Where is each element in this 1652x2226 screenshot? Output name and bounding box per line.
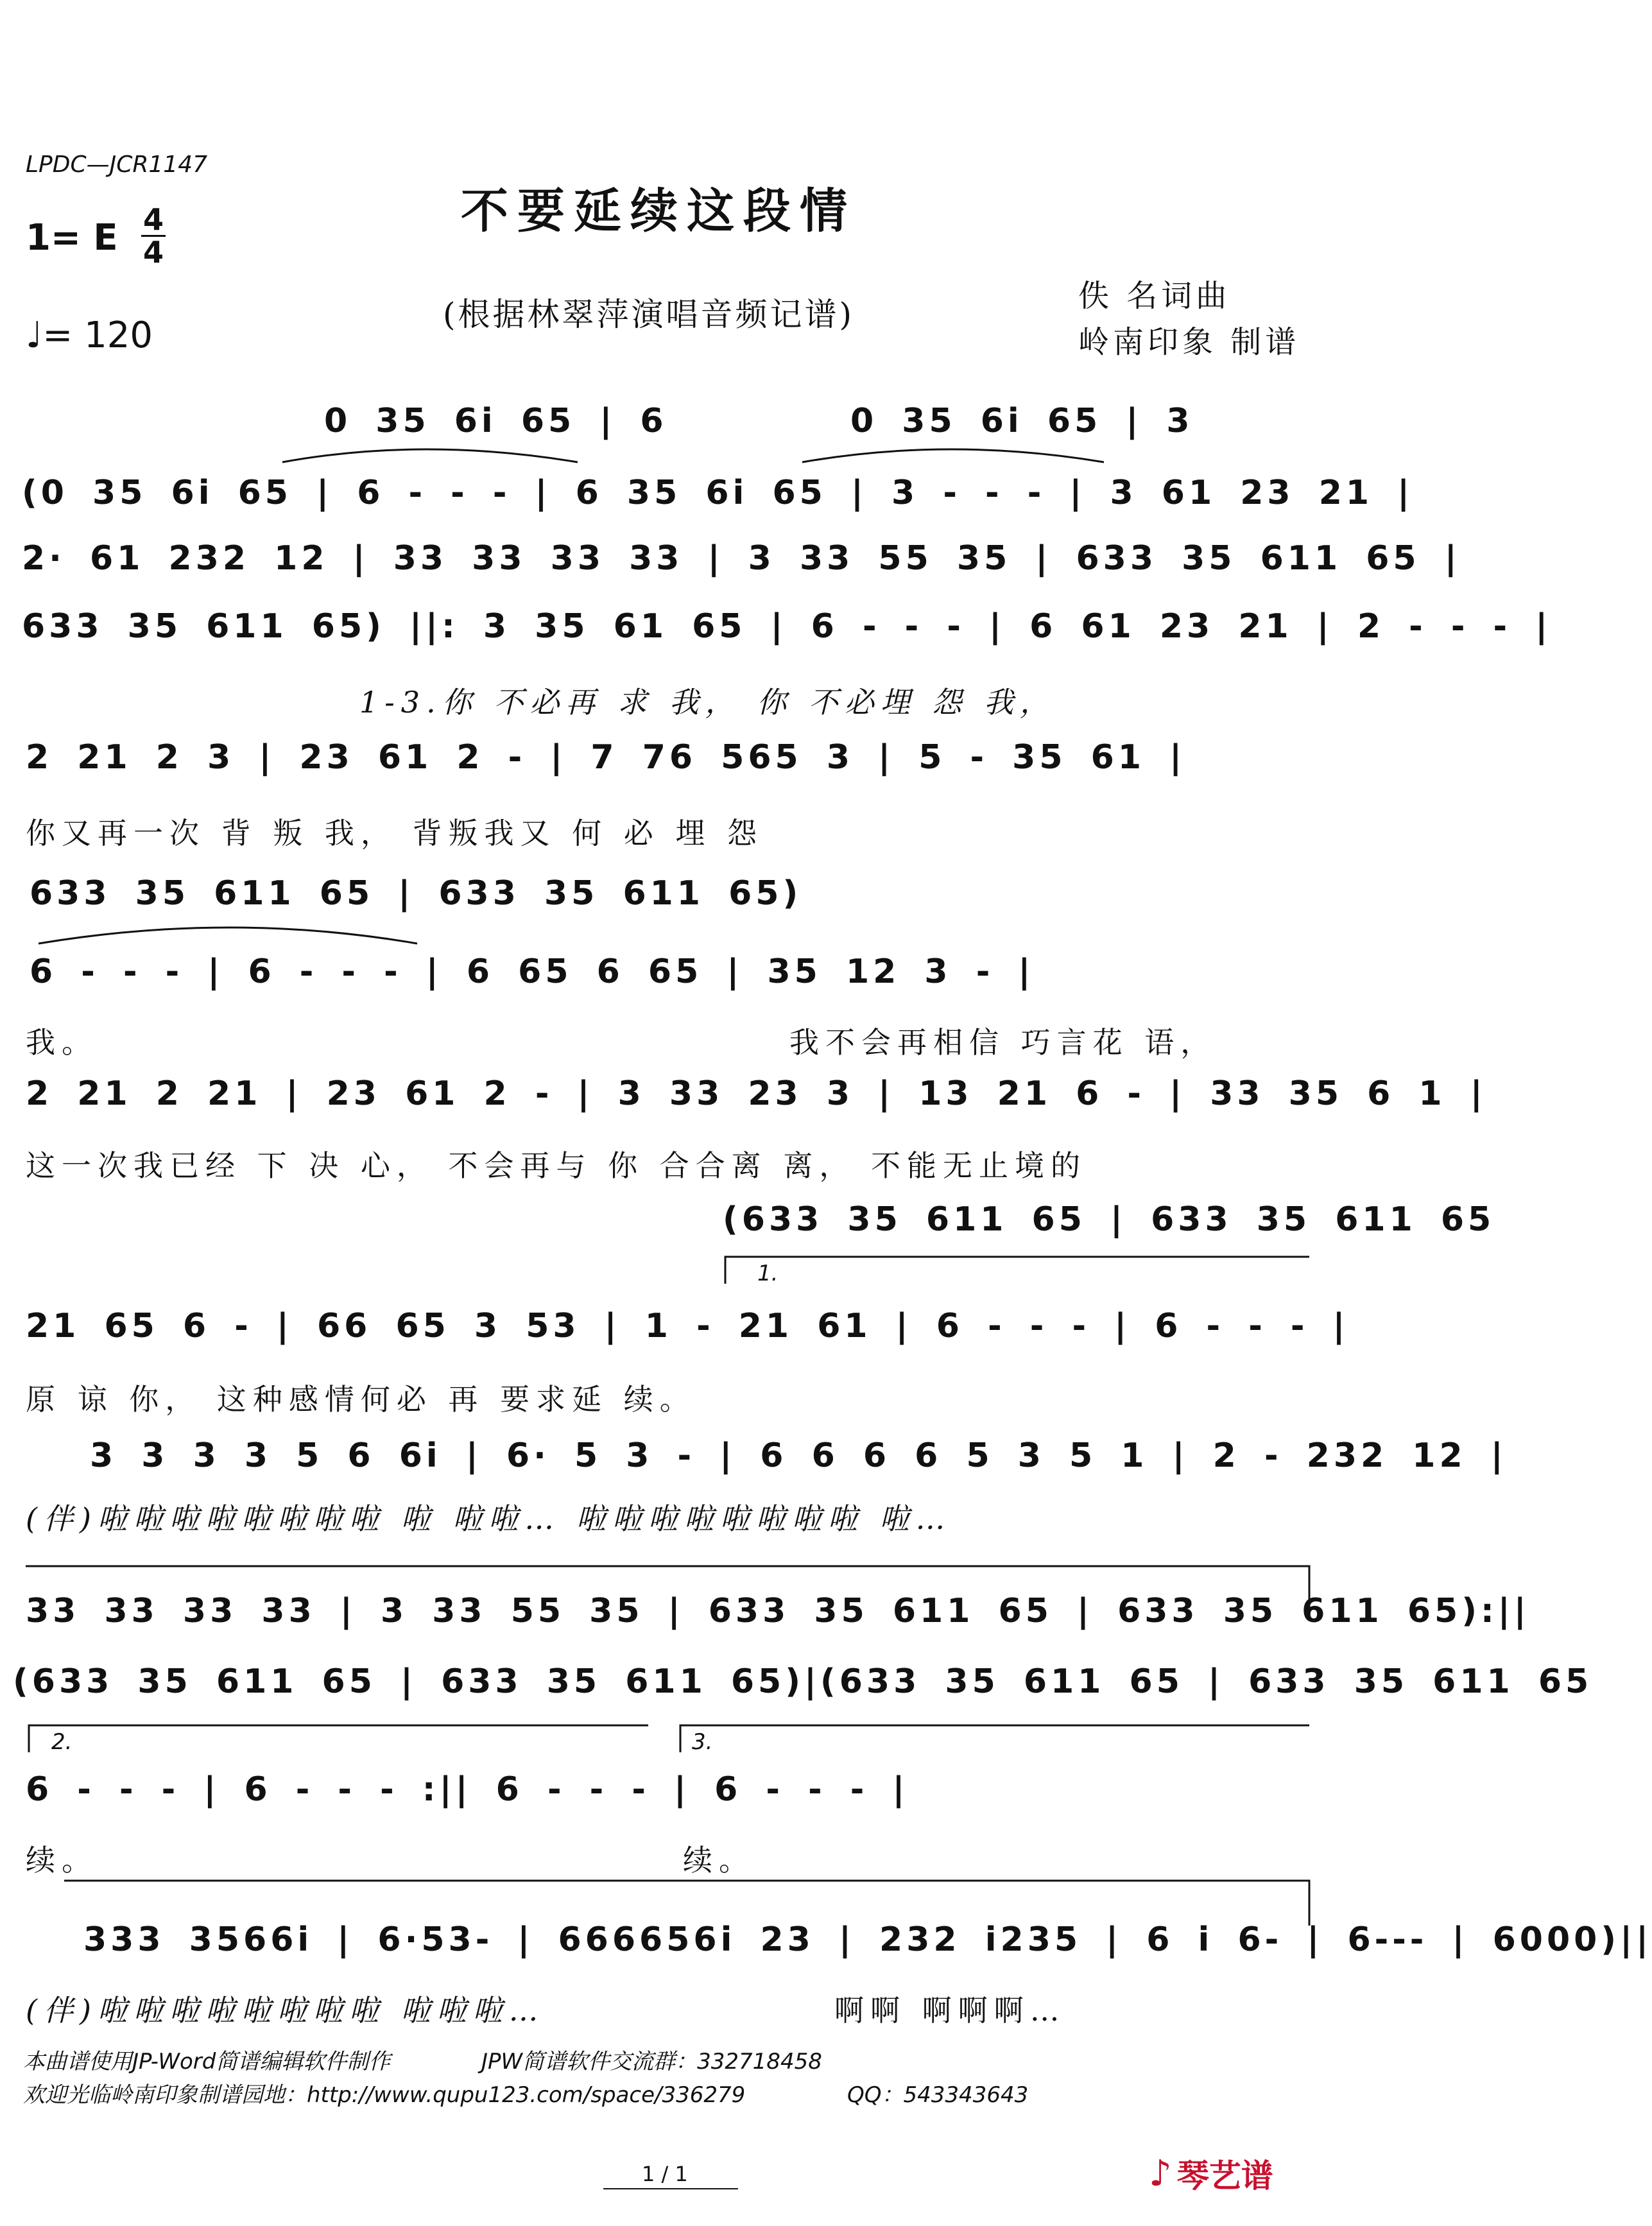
score-code: LPDC—JCR1147 xyxy=(26,151,208,178)
composer-credit: 佚 名词曲 xyxy=(1078,278,1231,314)
notation-row-6: 2 21 2 21 | 23 61 2 - | 3 33 23 3 | 13 21 6 - | 33 35 6 1 | xyxy=(26,1074,1486,1113)
time-signature xyxy=(141,204,166,268)
notation-row-1: (0 35 6i 65 | 6 - - - | 6 35 6i 65 | 3 - - - | 3 61 23 21 | xyxy=(22,474,1414,512)
tempo-marking xyxy=(26,315,153,356)
volta-2: 2. xyxy=(51,1729,73,1755)
lyrics-row-8: (伴)啦啦啦啦啦啦啦啦 啦 啦啦… 啦啦啦啦啦啦啦啦 啦… xyxy=(26,1501,952,1536)
notation-row-9: 33 33 33 33 | 3 33 55 35 | 633 35 611 65 | 633 35 611 65):|| xyxy=(26,1592,1530,1630)
notation-row-7a: (633 35 611 65 | 633 35 611 65 xyxy=(723,1200,1495,1239)
arranger-credit: 岭南印象 制谱 xyxy=(1078,324,1300,360)
quarter-note-icon: ♩ xyxy=(26,315,43,356)
volta-1: 1. xyxy=(757,1261,779,1286)
lyrics-row-12a: (伴)啦啦啦啦啦啦啦啦 啦啦啦… xyxy=(26,1993,545,2028)
notation-cue-1a: 0 35 6i 65 | 6 xyxy=(324,402,667,440)
lyrics-row-12b: 啊啊 啊啊啊… xyxy=(834,1993,1066,2028)
notation-row-8: 3 3 3 3 5 6 6i | 6· 5 3 - | 6 6 6 6 5 3 5 1 | 2 - 232 12 | xyxy=(90,1437,1507,1475)
volta-3: 3. xyxy=(692,1729,713,1755)
page-number: 1 / 1 xyxy=(642,2162,688,2186)
notation-row-4: 2 21 2 3 | 23 61 2 - | 7 76 565 3 | 5 - 35 61 | xyxy=(26,738,1186,777)
notation-row-10: (633 35 611 65 | 633 35 611 65)|(633 35 611 65 | 633 35 611 65 xyxy=(13,1662,1593,1701)
page-subtitle: (根据林翠萍演唱音频记谱) xyxy=(443,296,855,333)
brand-name: 琴艺谱 xyxy=(1176,2157,1273,2195)
lyrics-row-11a: 续。 xyxy=(26,1843,98,1877)
footer-software-note: 本曲谱使用JP-Word简谱编辑软件制作 xyxy=(23,2049,391,2075)
tempo-value: = 120 xyxy=(42,315,153,356)
notation-row-3: 633 35 611 65) ||: 3 35 61 65 | 6 - - - | 6 61 23 21 | 2 - - - | xyxy=(22,607,1552,646)
footer-website-link[interactable]: 欢迎光临岭南印象制谱园地：http://www.qupu123.com/space/336279 xyxy=(23,2082,746,2108)
lyrics-row-6: 这一次我已经 下 决 心， 不会再与 你 合合离 离， 不能无止境的 xyxy=(26,1148,1087,1183)
lyrics-row-5b: 我不会再相信 巧言花 语， xyxy=(789,1025,1217,1060)
lyrics-row-3: 1-3.你 不必再 求 我， 你 不必埋 怨 我， xyxy=(359,685,1056,720)
lyrics-row-11b: 续。 xyxy=(683,1843,755,1877)
page-title: 不要延续这段情 xyxy=(461,184,856,239)
notation-cue-1b: 0 35 6i 65 | 3 xyxy=(850,402,1194,440)
time-signature-top: 4 xyxy=(142,202,164,237)
lyrics-row-4: 你又再一次 背 叛 我， 背叛我又 何 必 埋 怨 xyxy=(26,816,763,850)
brand-logo xyxy=(1149,2150,1273,2196)
key-signature: 1= E xyxy=(26,217,118,259)
brand-mark-icon: ♪ xyxy=(1149,2152,1172,2195)
notation-row-5: 6 - - - | 6 - - - | 6 65 6 65 | 35 12 3 - | xyxy=(30,953,1035,991)
lyrics-row-7: 原 谅 你， 这种感情何必 再 要求延 续。 xyxy=(26,1382,696,1417)
notation-row-11: 6 - - - | 6 - - - :|| 6 - - - | 6 - - - | xyxy=(26,1770,909,1809)
lyrics-row-5a: 我。 xyxy=(26,1025,98,1060)
time-signature-bottom: 4 xyxy=(142,235,164,270)
notation-row-5a: 633 35 611 65 | 633 35 611 65) xyxy=(30,874,802,913)
notation-row-7: 21 65 6 - | 66 65 3 53 | 1 - 21 61 | 6 - - - | 6 - - - | xyxy=(26,1307,1349,1345)
notation-row-2: 2· 61 232 12 | 33 33 33 33 | 3 33 55 35 | 633 35 611 65 | xyxy=(22,539,1461,578)
footer-qq: QQ：543343643 xyxy=(847,2082,1029,2108)
notation-row-12: 333 3566i | 6·53- | 666656i 23 | 232 i235 | 6 i 6- | 6--- | 6000)|| xyxy=(83,1920,1652,1959)
footer-group-note: JPW简谱软件交流群：332718458 xyxy=(481,2049,822,2075)
